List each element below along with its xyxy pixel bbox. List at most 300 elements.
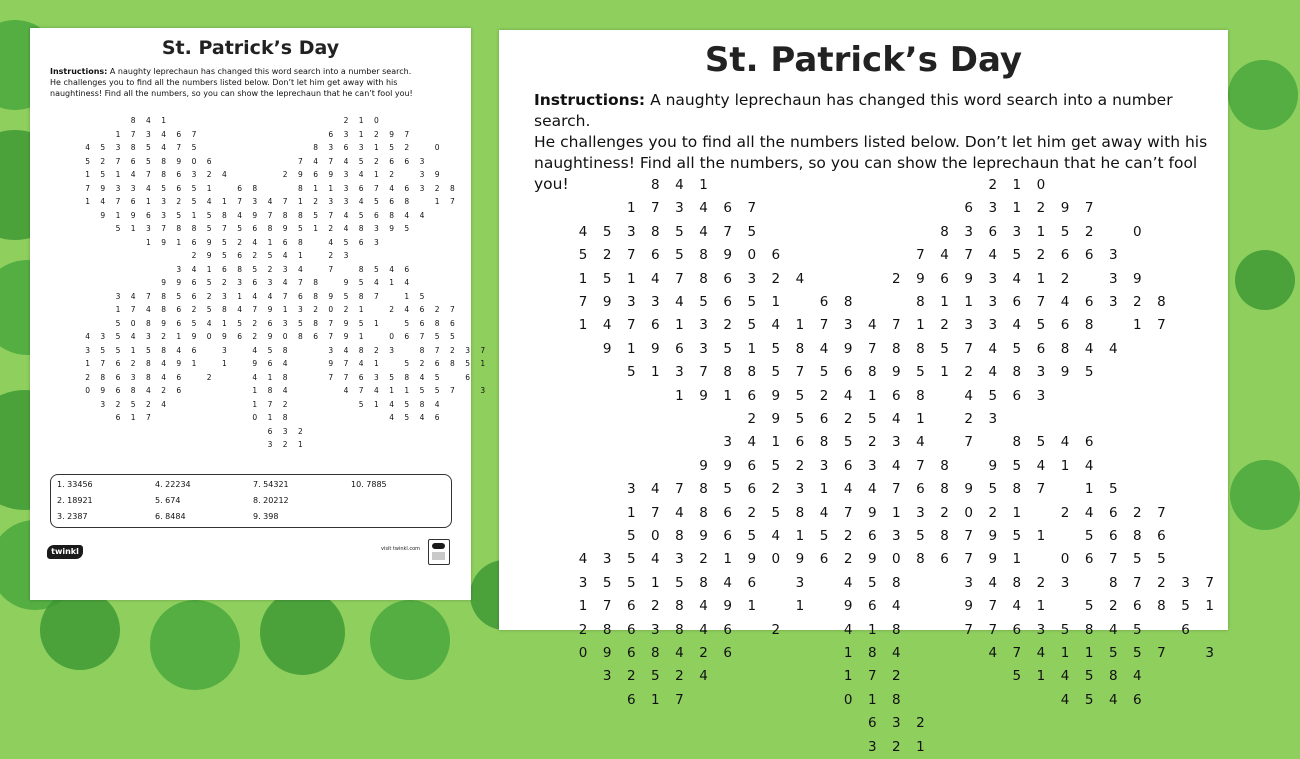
grid-digit: 5 [206, 278, 212, 287]
grid-digit: 4 [130, 332, 136, 341]
grid-digit: 7 [964, 247, 973, 264]
grid-digit: 4 [222, 170, 227, 179]
grid-digit: 2 [1060, 270, 1070, 287]
grid-digit: 1 [176, 332, 182, 341]
grid-digit: 7 [916, 247, 925, 264]
grid-digit: 1 [267, 237, 273, 247]
grid-digit: 1 [867, 621, 877, 638]
grid-digit: 5 [374, 264, 379, 274]
grid-digit: 5 [237, 224, 242, 233]
grid-digit: 7 [358, 386, 364, 395]
grid-digit: 6 [191, 237, 197, 247]
grid-digit: 7 [267, 210, 273, 220]
grid-digit: 2 [389, 170, 394, 179]
grid-digit: 3 [191, 170, 197, 179]
grid-digit: 5 [100, 170, 106, 179]
grid-digit: 4 [819, 340, 829, 357]
grid-digit: 4 [1084, 340, 1094, 357]
grid-digit: 6 [115, 359, 121, 368]
grid-digit: 1 [1012, 551, 1022, 568]
grid-digit: 8 [313, 291, 318, 301]
grid-digit: 4 [282, 278, 288, 287]
grid-digit: 6 [176, 386, 182, 395]
grid-digit: 5 [795, 387, 805, 404]
grid-digit: 3 [176, 264, 182, 274]
grid-digit: 3 [1108, 270, 1118, 287]
grid-digit: 4 [374, 386, 379, 395]
grid-digit: 1 [191, 210, 197, 220]
grid-digit: 9 [843, 340, 853, 357]
grid-digit: 7 [130, 129, 136, 139]
grid-digit: 0 [964, 504, 973, 521]
grid-digit: 3 [867, 738, 877, 755]
grid-digit: 7 [374, 291, 379, 301]
grid-digit: 5 [988, 387, 998, 404]
grid-digit: 6 [1108, 504, 1118, 521]
grid-digit: 7 [964, 528, 973, 544]
grid-digit: 3 [1036, 387, 1046, 404]
grid-digit: 1 [1084, 645, 1094, 661]
grid-digit: 2 [723, 317, 732, 334]
grid-digit: 5 [434, 332, 440, 341]
grid-digit: 9 [843, 598, 853, 615]
grid-digit: 6 [434, 359, 440, 368]
grid-digit: 4 [419, 372, 425, 382]
grid-digit: 3 [795, 481, 805, 498]
grid-digit: 1 [237, 291, 242, 301]
grid-digit: 3 [578, 574, 588, 591]
grid-digit: 8 [161, 305, 166, 314]
word-list-item: 8. 20212 [253, 496, 289, 505]
instructions-label: Instructions: [50, 67, 108, 76]
grid-digit: 5 [222, 251, 227, 260]
grid-digit: 8 [1157, 294, 1166, 310]
grid-digit: 1 [1036, 598, 1046, 615]
grid-digit: 4 [343, 386, 349, 395]
grid-digit: 6 [115, 413, 121, 422]
grid-digit: 5 [191, 143, 197, 152]
grid-digit: 3 [389, 345, 394, 355]
grid-digit: 3 [343, 129, 349, 139]
grid-digit: 4 [940, 247, 949, 264]
grid-digit: 6 [723, 621, 732, 638]
grid-digit: 6 [867, 528, 877, 544]
grid-digit: 6 [940, 551, 949, 568]
grid-digit: 8 [699, 504, 708, 521]
grid-digit: 4 [237, 305, 242, 314]
grid-digit: 4 [578, 551, 588, 568]
grid-digit: 6 [723, 504, 732, 521]
grid-digit: 4 [747, 434, 757, 451]
grid-digit: 9 [298, 170, 303, 179]
grid-digit: 9 [191, 332, 197, 341]
instructions-line: He challenges you to find all the numbers listed below. Don’t let him get away with his [534, 133, 1208, 151]
grid-digit: 8 [298, 332, 303, 341]
grid-digit: 1 [1012, 177, 1022, 193]
grid-digit: 5 [358, 278, 364, 287]
grid-digit: 1 [964, 294, 973, 310]
grid-digit: 1 [1205, 598, 1214, 615]
grid-digit: 6 [747, 457, 757, 474]
grid-digit: 4 [343, 210, 349, 220]
grid-digit: 1 [115, 129, 121, 139]
grid-digit: 8 [298, 237, 303, 247]
grid-digit: 2 [282, 399, 288, 409]
grid-digit: 7 [115, 197, 121, 206]
grid-digit: 9 [964, 598, 973, 615]
grid-digit: 3 [328, 345, 334, 355]
grid-digit: 5 [626, 528, 636, 544]
grid-digit: 7 [450, 305, 455, 314]
grid-digit: 6 [651, 247, 660, 264]
grid-digit: 1 [747, 598, 757, 615]
grid-digit: 4 [1133, 668, 1142, 685]
grid-digit: 4 [867, 481, 877, 498]
grid-digit: 7 [404, 129, 410, 139]
grid-digit: 4 [130, 170, 136, 179]
grid-digit: 2 [771, 270, 781, 287]
grid-digit: 2 [313, 197, 318, 206]
grid-digit: 5 [1060, 621, 1070, 638]
grid-digit: 3 [1060, 574, 1070, 591]
grid-digit: 7 [130, 305, 136, 314]
grid-digit: 1 [843, 668, 853, 685]
grid-digit: 1 [795, 528, 805, 544]
grid-digit: 6 [419, 318, 425, 328]
grid-digit: 6 [176, 318, 182, 328]
grid-digit: 8 [252, 183, 258, 193]
grid-digit: 2 [699, 551, 708, 568]
grid-digit: 5 [389, 143, 394, 152]
grid-digit: 3 [115, 291, 121, 301]
grid-digit: 3 [343, 170, 349, 179]
grid-digit: 1 [115, 305, 121, 314]
grid-digit: 2 [252, 318, 258, 328]
grid-digit: 4 [343, 345, 349, 355]
grid-digit: 9 [988, 551, 998, 568]
grid-digit: 8 [176, 224, 182, 233]
grid-digit: 4 [146, 183, 151, 193]
grid-digit: 2 [795, 457, 805, 474]
grid-digit: 3 [267, 278, 273, 287]
grid-digit: 3 [161, 197, 166, 206]
grid-digit: 7 [146, 170, 151, 179]
grid-digit: 1 [358, 332, 364, 341]
grid-digit: 1 [282, 305, 288, 314]
grid-digit: 9 [389, 129, 394, 139]
grid-digit: 4 [161, 359, 166, 368]
grid-digit: 3 [267, 440, 273, 449]
grid-digit: 5 [602, 223, 612, 240]
grid-digit: 4 [1012, 270, 1022, 287]
grid-digit: 7 [1084, 200, 1094, 217]
grid-digit: 9 [176, 156, 182, 166]
grid-digit: 0 [1133, 223, 1142, 240]
grid-digit: 5 [771, 504, 781, 521]
grid-digit: 3 [222, 345, 227, 355]
grid-digit: 6 [819, 411, 829, 427]
grid-digit: 9 [130, 210, 136, 220]
grid-digit: 9 [176, 359, 182, 368]
grid-digit: 2 [191, 305, 197, 314]
grid-digit: 3 [843, 317, 853, 334]
grid-digit: 9 [771, 411, 781, 427]
grid-digit: 7 [191, 129, 197, 139]
grid-digit: 4 [795, 270, 805, 287]
grid-digit: 6 [747, 574, 757, 591]
clover-leaf [150, 600, 240, 690]
grid-digit: 7 [819, 317, 829, 334]
grid-digit: 2 [867, 434, 877, 451]
grid-digit: 3 [465, 345, 470, 355]
grid-digit: 6 [130, 197, 136, 206]
grid-digit: 5 [1108, 481, 1118, 498]
instructions-line: A naughty leprechaun has changed this word search into a number search. [109, 67, 412, 76]
grid-digit: 5 [675, 574, 684, 591]
grid-digit: 6 [1060, 247, 1070, 264]
grid-digit: 8 [1157, 598, 1166, 615]
grid-digit: 7 [237, 197, 242, 206]
grid-digit: 4 [161, 372, 166, 382]
grid-digit: 2 [252, 251, 258, 260]
grid-digit: 5 [358, 318, 364, 328]
grid-digit: 5 [176, 210, 182, 220]
grid-digit: 5 [404, 359, 410, 368]
grid-digit: 1 [1084, 481, 1094, 498]
grid-digit: 1 [1133, 317, 1142, 334]
grid-digit: 7 [374, 183, 379, 193]
grid-digit: 1 [626, 270, 636, 287]
grid-digit: 4 [699, 621, 708, 638]
grid-digit: 6 [176, 129, 182, 139]
clover-leaf [370, 600, 450, 680]
grid-digit: 4 [1108, 340, 1118, 357]
grid-digit: 6 [723, 270, 732, 287]
grid-digit: 6 [1133, 598, 1142, 615]
grid-digit: 2 [85, 372, 90, 382]
grid-digit: 6 [191, 291, 197, 301]
grid-digit: 4 [252, 291, 258, 301]
grid-digit: 1 [771, 434, 781, 451]
grid-digit: 0 [1060, 551, 1070, 568]
grid-digit: 1 [206, 183, 212, 193]
grid-digit: 1 [313, 183, 318, 193]
grid-digit: 2 [328, 224, 334, 233]
grid-digit: 6 [343, 143, 349, 152]
grid-digit: 5 [115, 224, 121, 233]
grid-digit: 7 [916, 457, 925, 474]
grid-digit: 4 [252, 237, 258, 247]
grid-digit: 6 [988, 223, 998, 240]
grid-digit: 5 [191, 183, 197, 193]
grid-digit: 5 [85, 156, 90, 166]
grid-digit: 5 [699, 294, 708, 310]
grid-digit: 8 [651, 645, 660, 661]
grid-digit: 9 [328, 291, 334, 301]
grid-digit: 8 [298, 183, 303, 193]
grid-digit: 0 [374, 116, 379, 125]
grid-digit: 1 [940, 294, 949, 310]
grid-digit: 8 [819, 434, 829, 451]
grid-digit: 6 [1133, 691, 1142, 708]
grid-digit: 8 [146, 318, 151, 328]
grid-digit: 5 [206, 224, 212, 233]
grid-digit: 4 [237, 210, 242, 220]
grid-digit: 9 [699, 457, 708, 474]
grid-digit: 6 [404, 332, 410, 341]
grid-digit: 2 [819, 387, 829, 404]
grid-digit: 2 [282, 440, 288, 449]
grid-digit: 6 [1012, 387, 1022, 404]
grid-digit: 8 [358, 224, 364, 233]
grid-digit: 4 [100, 197, 106, 206]
grid-digit: 9 [795, 551, 805, 568]
grid-digit: 7 [1157, 645, 1166, 661]
grid-digit: 7 [115, 156, 121, 166]
grid-digit: 5 [1084, 691, 1094, 708]
grid-digit: 7 [328, 210, 334, 220]
grid-digit: 2 [1133, 294, 1142, 310]
grid-digit: 8 [389, 210, 394, 220]
grid-digit: 1 [480, 359, 486, 368]
grid-digit: 0 [206, 332, 212, 341]
grid-digit: 2 [964, 364, 973, 381]
grid-digit: 4 [771, 528, 781, 544]
grid-digit: 9 [343, 318, 349, 328]
grid-digit: 2 [602, 247, 612, 264]
grid-digit: 0 [389, 332, 394, 341]
grid-digit: 4 [1084, 504, 1094, 521]
grid-digit: 7 [1012, 645, 1022, 661]
grid-digit: 3 [892, 528, 901, 544]
grid-digit: 3 [222, 291, 227, 301]
grid-digit: 4 [389, 413, 394, 422]
grid-digit: 5 [298, 318, 303, 328]
grid-digit: 6 [819, 551, 829, 568]
grid-digit: 6 [626, 598, 636, 615]
grid-digit: 8 [161, 291, 166, 301]
grid-digit: 1 [115, 170, 121, 179]
grid-digit: 4 [419, 413, 425, 422]
grid-digit: 1 [389, 386, 394, 395]
grid-digit: 2 [1036, 574, 1046, 591]
grid-digit: 6 [434, 413, 440, 422]
grid-digit: 5 [626, 574, 636, 591]
grid-digit: 5 [115, 318, 121, 328]
grid-digit: 3 [100, 332, 106, 341]
grid-digit: 2 [651, 598, 660, 615]
grid-digit: 3 [374, 224, 379, 233]
grid-digit: 6 [723, 200, 732, 217]
grid-digit: 0 [892, 551, 901, 568]
grid-digit: 2 [161, 332, 166, 341]
grid-digit: 8 [130, 116, 136, 125]
grid-digit: 8 [1012, 574, 1022, 591]
grid-digit: 3 [343, 183, 349, 193]
grid-digit: 4 [358, 359, 364, 368]
grid-digit: 4 [988, 247, 998, 264]
grid-digit: 9 [206, 251, 212, 260]
grid-digit: 6 [176, 170, 182, 179]
grid-digit: 1 [115, 210, 121, 220]
grid-digit: 2 [434, 305, 440, 314]
grid-digit: 1 [328, 183, 334, 193]
grid-digit: 8 [1108, 574, 1118, 591]
grid-digit: 3 [747, 270, 757, 287]
grid-digit: 8 [298, 210, 303, 220]
grid-digit: 2 [374, 129, 379, 139]
grid-digit: 5 [206, 210, 212, 220]
quality-badge-icon [428, 539, 450, 565]
grid-digit: 8 [892, 621, 901, 638]
grid-digit: 6 [1036, 340, 1046, 357]
grid-digit: 9 [389, 224, 394, 233]
grid-digit: 4 [85, 143, 90, 152]
grid-digit: 9 [723, 247, 732, 264]
grid-digit: 5 [651, 668, 660, 685]
grid-digit: 2 [328, 251, 334, 260]
grid-digit: 3 [988, 200, 998, 217]
grid-digit: 7 [988, 621, 998, 638]
grid-digit: 0 [252, 413, 258, 422]
grid-digit: 4 [988, 574, 998, 591]
instructions-label: Instructions: [534, 91, 646, 109]
grid-digit: 4 [843, 621, 853, 638]
grid-digit: 5 [675, 223, 684, 240]
grid-digit: 4 [675, 645, 684, 661]
grid-digit: 2 [130, 359, 136, 368]
grid-digit: 4 [252, 372, 258, 382]
grid-digit: 9 [651, 340, 660, 357]
grid-digit: 5 [1012, 457, 1022, 474]
grid-digit: 2 [843, 528, 853, 544]
grid-digit: 4 [252, 345, 258, 355]
worksheet-preview [30, 28, 486, 600]
grid-digit: 5 [747, 317, 757, 334]
grid-digit: 9 [267, 305, 273, 314]
grid-digit: 7 [298, 278, 303, 287]
grid-digit: 5 [450, 332, 455, 341]
grid-digit: 3 [1108, 294, 1118, 310]
grid-digit: 6 [374, 210, 379, 220]
grid-digit: 8 [651, 177, 660, 193]
grid-digit: 7 [964, 621, 973, 638]
grid-digit: 1 [651, 364, 660, 381]
grid-digit: 9 [161, 318, 166, 328]
grid-digit: 8 [222, 305, 227, 314]
grid-digit: 1 [578, 598, 588, 615]
grid-digit: 7 [675, 481, 684, 498]
grid-digit: 5 [191, 197, 197, 206]
grid-digit: 7 [1205, 574, 1214, 591]
grid-digit: 7 [146, 413, 151, 422]
grid-digit: 8 [651, 223, 660, 240]
grid-digit: 8 [1084, 317, 1094, 334]
grid-digit: 2 [1133, 504, 1142, 521]
grid-digit: 1 [161, 116, 166, 125]
grid-digit: 3 [1036, 621, 1046, 638]
grid-digit: 4 [699, 668, 708, 685]
grid-digit: 6 [358, 237, 364, 247]
grid-digit: 8 [747, 364, 757, 381]
grid-digit: 4 [267, 291, 273, 301]
grid-digit: 5 [771, 364, 781, 381]
grid-digit: 4 [602, 317, 612, 334]
grid-digit: 7 [578, 294, 588, 310]
grid-digit: 6 [1060, 317, 1070, 334]
grid-digit: 5 [267, 345, 273, 355]
grid-digit: 5 [1060, 223, 1070, 240]
